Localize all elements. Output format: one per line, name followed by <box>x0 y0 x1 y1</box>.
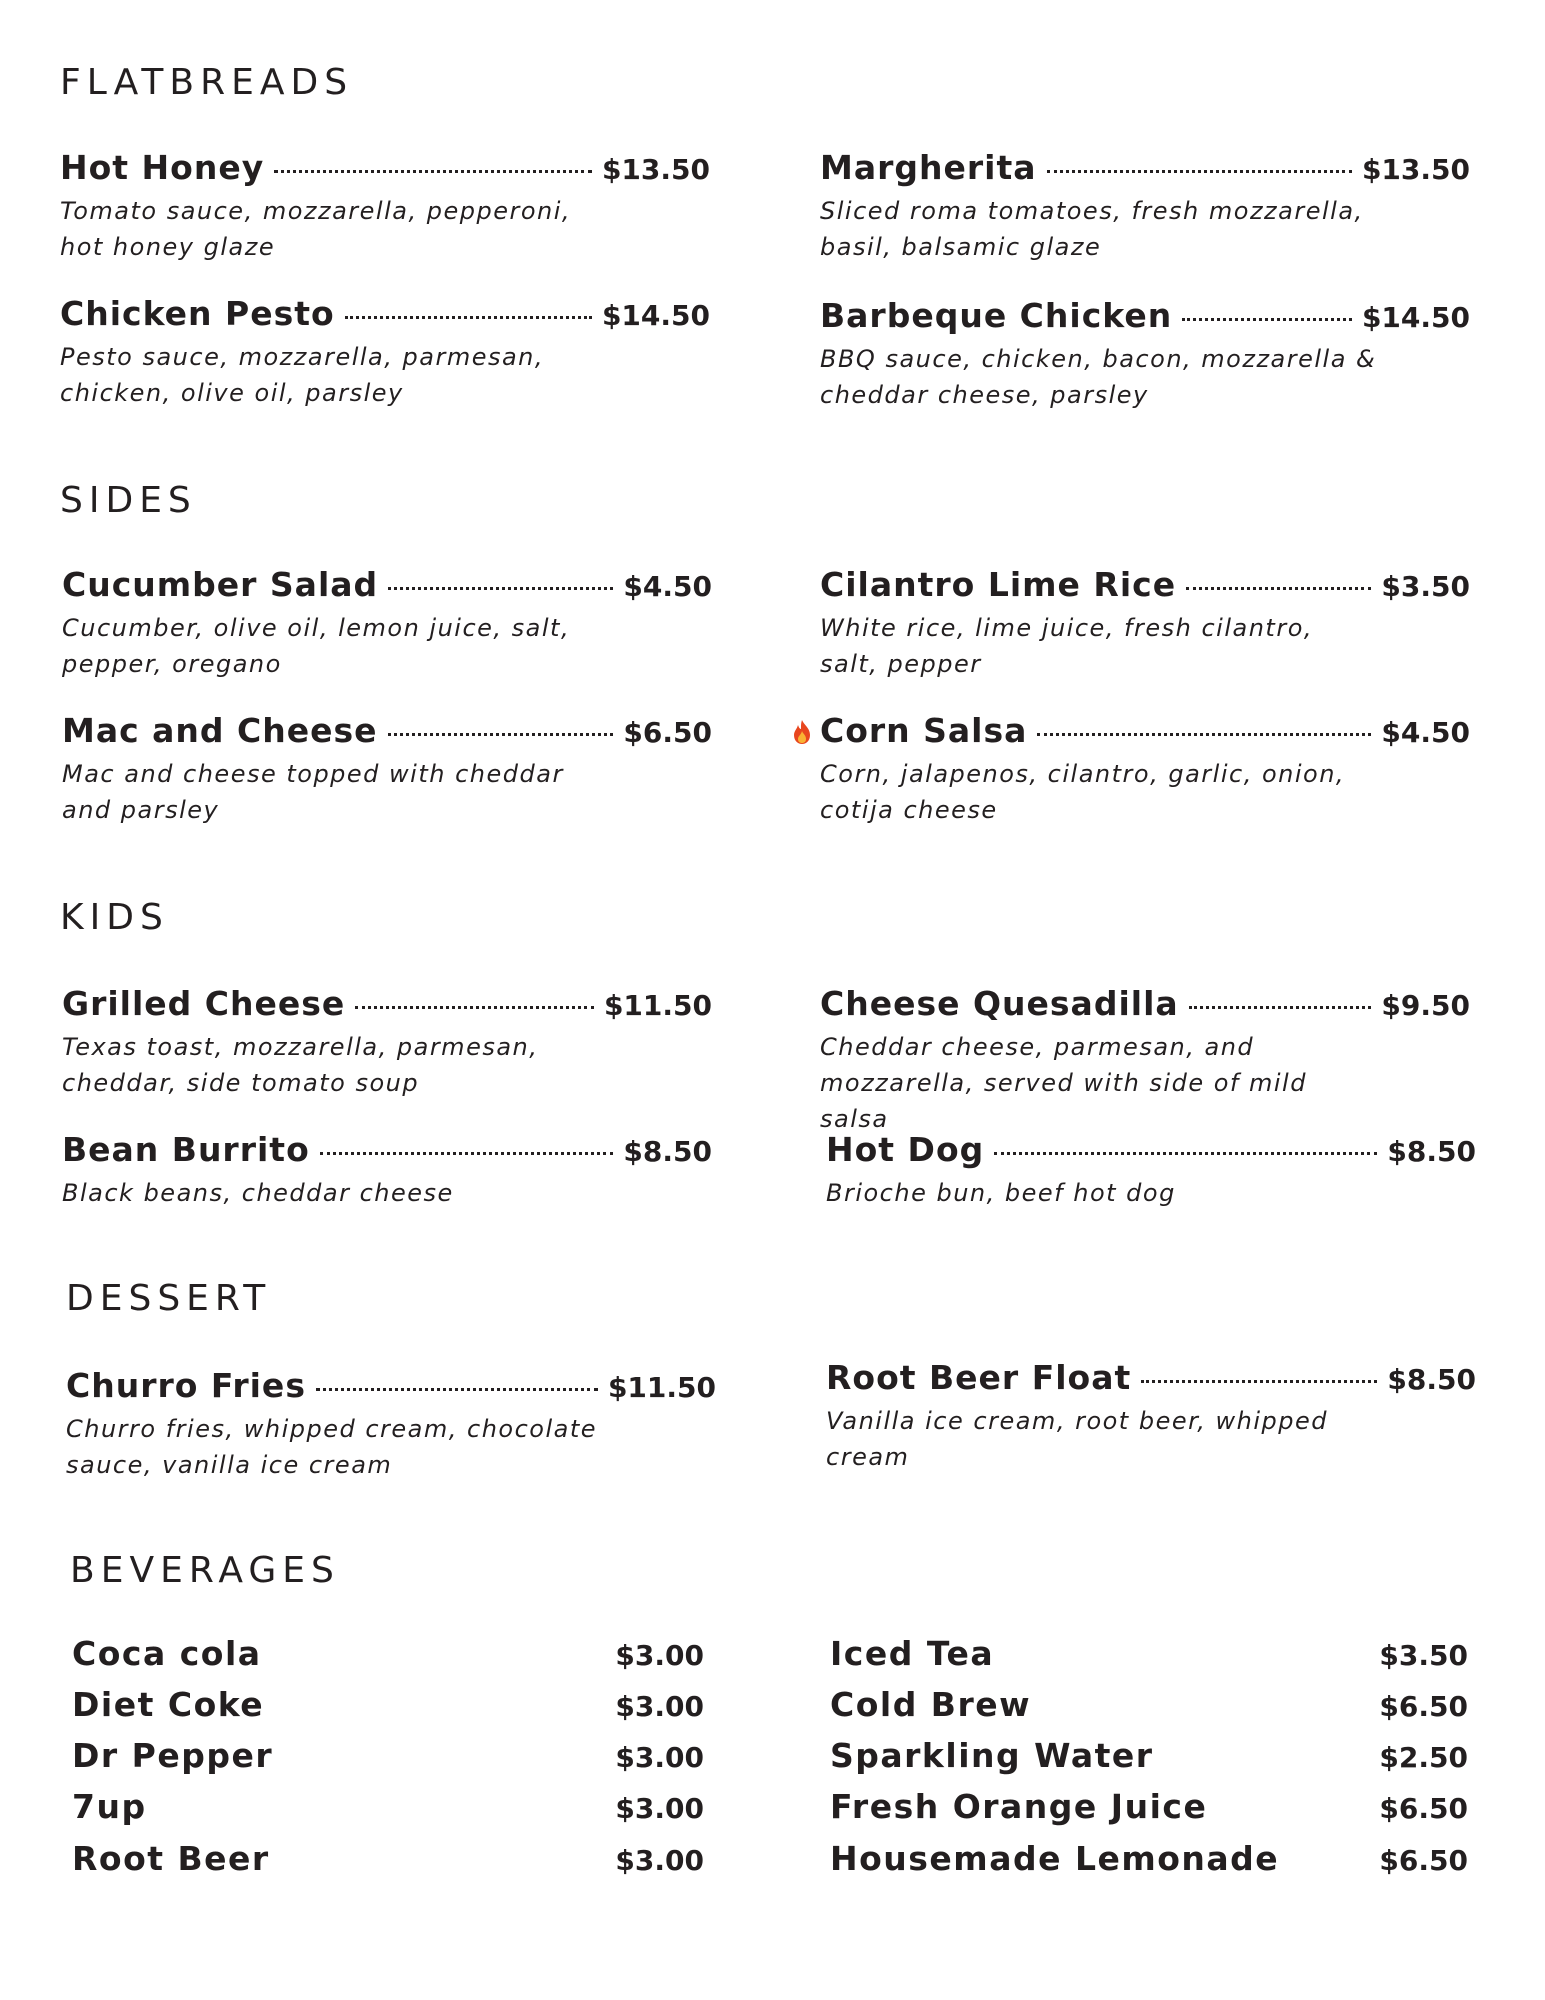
menu-item-root-beer-float <box>826 1358 1476 1475</box>
beverage-price: $3.00 <box>615 1639 704 1672</box>
beverage-price: $6.50 <box>1379 1844 1468 1877</box>
item-description: Sliced roma tomatoes, fresh mozzarella, basil, balsamic glaze <box>820 197 1364 261</box>
beverage-name: Cold Brew <box>830 1685 1032 1724</box>
item-price: $14.50 <box>1361 301 1470 334</box>
menu-item-chicken-pesto <box>60 294 710 411</box>
beverage-name: Sparkling Water <box>830 1736 1154 1775</box>
beverage-name: Iced Tea <box>830 1634 995 1673</box>
dot-leader <box>388 587 613 590</box>
menu-item-mac-and-cheese <box>62 711 712 828</box>
beverage-row-dr-pepper <box>72 1736 704 1775</box>
beverage-name: Diet Coke <box>72 1685 265 1724</box>
item-price: $8.50 <box>1387 1363 1476 1396</box>
item-price: $11.50 <box>603 989 712 1022</box>
item-description: Vanilla ice cream, root beer, whipped cream <box>826 1407 1329 1471</box>
beverage-price: $6.50 <box>1379 1792 1468 1825</box>
item-name: Root Beer Float <box>826 1358 1132 1397</box>
beverage-name: Fresh Orange Juice <box>830 1787 1208 1826</box>
item-name: Hot Dog <box>826 1130 985 1169</box>
item-name: Corn Salsa <box>820 711 1028 750</box>
beverage-price: $3.00 <box>615 1690 704 1723</box>
dot-leader <box>355 1006 594 1009</box>
beverage-row-sparkling-water <box>830 1736 1468 1775</box>
dot-leader <box>1141 1380 1377 1383</box>
item-description: Pesto sauce, mozzarella, parmesan, chicken, olive oil, parsley <box>60 343 545 407</box>
item-description: Brioche bun, beef hot dog <box>826 1179 1176 1207</box>
item-price: $6.50 <box>623 716 712 749</box>
menu-item-churro-fries <box>66 1366 716 1483</box>
item-description: Tomato sauce, mozzarella, pepperoni, hot honey glaze <box>60 197 572 261</box>
item-description: Churro fries, whipped cream, chocolate sauce, vanilla ice cream <box>66 1415 598 1479</box>
item-name: Cilantro Lime Rice <box>820 565 1177 604</box>
dot-leader <box>994 1152 1377 1155</box>
item-price: $3.50 <box>1381 570 1470 603</box>
beverage-row-iced-tea <box>830 1634 1468 1673</box>
item-price: $13.50 <box>1361 153 1470 186</box>
dot-leader <box>1037 733 1371 736</box>
dot-leader <box>1186 587 1371 590</box>
menu-item-cucumber-salad <box>62 565 712 682</box>
item-description: Corn, jalapenos, cilantro, garlic, onion, cotija cheese <box>820 760 1346 824</box>
menu-item-barbeque-chicken <box>820 296 1470 413</box>
beverage-name: Dr Pepper <box>72 1736 274 1775</box>
item-price: $8.50 <box>623 1135 712 1168</box>
item-name: Cheese Quesadilla <box>820 984 1179 1023</box>
beverage-row-fresh-orange-juice <box>830 1787 1468 1826</box>
item-price: $4.50 <box>623 570 712 603</box>
beverage-row-diet-coke <box>72 1685 704 1724</box>
dot-leader <box>345 316 592 319</box>
menu-item-grilled-cheese <box>62 984 712 1101</box>
beverage-price: $3.00 <box>615 1741 704 1774</box>
item-name: Margherita <box>820 148 1037 187</box>
item-description: Mac and cheese topped with cheddar and parsley <box>62 760 564 824</box>
menu-item-margherita <box>820 148 1470 265</box>
beverage-row-coca-cola <box>72 1634 704 1673</box>
item-name: Chicken Pesto <box>60 294 335 333</box>
item-price: $4.50 <box>1381 716 1470 749</box>
item-price: $9.50 <box>1381 989 1470 1022</box>
item-name: Barbeque Chicken <box>820 296 1173 335</box>
beverage-price: $3.00 <box>615 1792 704 1825</box>
section-title-kids: KIDS <box>60 897 169 938</box>
dot-leader <box>316 1388 598 1391</box>
beverage-name: Root Beer <box>72 1839 270 1878</box>
dot-leader <box>1189 1006 1372 1009</box>
dot-leader <box>1047 170 1352 173</box>
dot-leader <box>388 733 614 736</box>
beverage-name: Housemade Lemonade <box>830 1839 1280 1878</box>
item-price: $13.50 <box>601 153 710 186</box>
beverage-price: $2.50 <box>1379 1741 1468 1774</box>
dot-leader <box>274 170 592 173</box>
beverage-price: $3.00 <box>615 1844 704 1877</box>
beverage-row-root-beer <box>72 1839 704 1878</box>
item-price: $14.50 <box>601 299 710 332</box>
section-title-beverages: BEVERAGES <box>70 1550 340 1591</box>
section-title-dessert: DESSERT <box>66 1278 272 1319</box>
item-name: Churro Fries <box>66 1366 306 1405</box>
section-title-flatbreads: FLATBREADS <box>60 62 354 103</box>
item-name: Cucumber Salad <box>62 565 379 604</box>
section-title-sides: SIDES <box>60 480 197 521</box>
item-price: $11.50 <box>607 1371 716 1404</box>
item-description: Texas toast, mozzarella, parmesan, cheddar, side tomato soup <box>62 1033 539 1097</box>
beverage-name: 7up <box>72 1787 147 1826</box>
beverage-price: $6.50 <box>1379 1690 1468 1723</box>
item-description: White rice, lime juice, fresh cilantro, salt, pepper <box>820 614 1314 678</box>
beverage-row-cold-brew <box>830 1685 1468 1724</box>
item-name: Mac and Cheese <box>62 711 378 750</box>
beverage-row-housemade-lemonade <box>830 1839 1468 1878</box>
flame-icon <box>792 719 812 745</box>
beverage-price: $3.50 <box>1379 1639 1468 1672</box>
item-price: $8.50 <box>1387 1135 1476 1168</box>
menu-item-hot-honey <box>60 148 710 265</box>
item-description: Cucumber, olive oil, lemon juice, salt, pepper, oregano <box>62 614 571 678</box>
menu-item-cheese-quesadilla <box>820 984 1470 1137</box>
beverage-row-7up <box>72 1787 704 1826</box>
dot-leader <box>1182 318 1352 321</box>
menu-item-corn-salsa <box>820 711 1470 828</box>
menu-item-cilantro-lime-rice <box>820 565 1470 682</box>
item-description: BBQ sauce, chicken, bacon, mozzarella & cheddar cheese, parsley <box>820 345 1377 409</box>
item-name: Hot Honey <box>60 148 265 187</box>
beverage-name: Coca cola <box>72 1634 262 1673</box>
item-description: Black beans, cheddar cheese <box>62 1179 454 1207</box>
item-name: Bean Burrito <box>62 1130 310 1169</box>
menu-item-bean-burrito <box>62 1130 712 1211</box>
item-description: Cheddar cheese, parmesan, and mozzarella, served with side of mild salsa <box>820 1033 1307 1133</box>
item-name: Grilled Cheese <box>62 984 346 1023</box>
dot-leader <box>320 1152 614 1155</box>
menu-item-hot-dog <box>826 1130 1476 1211</box>
